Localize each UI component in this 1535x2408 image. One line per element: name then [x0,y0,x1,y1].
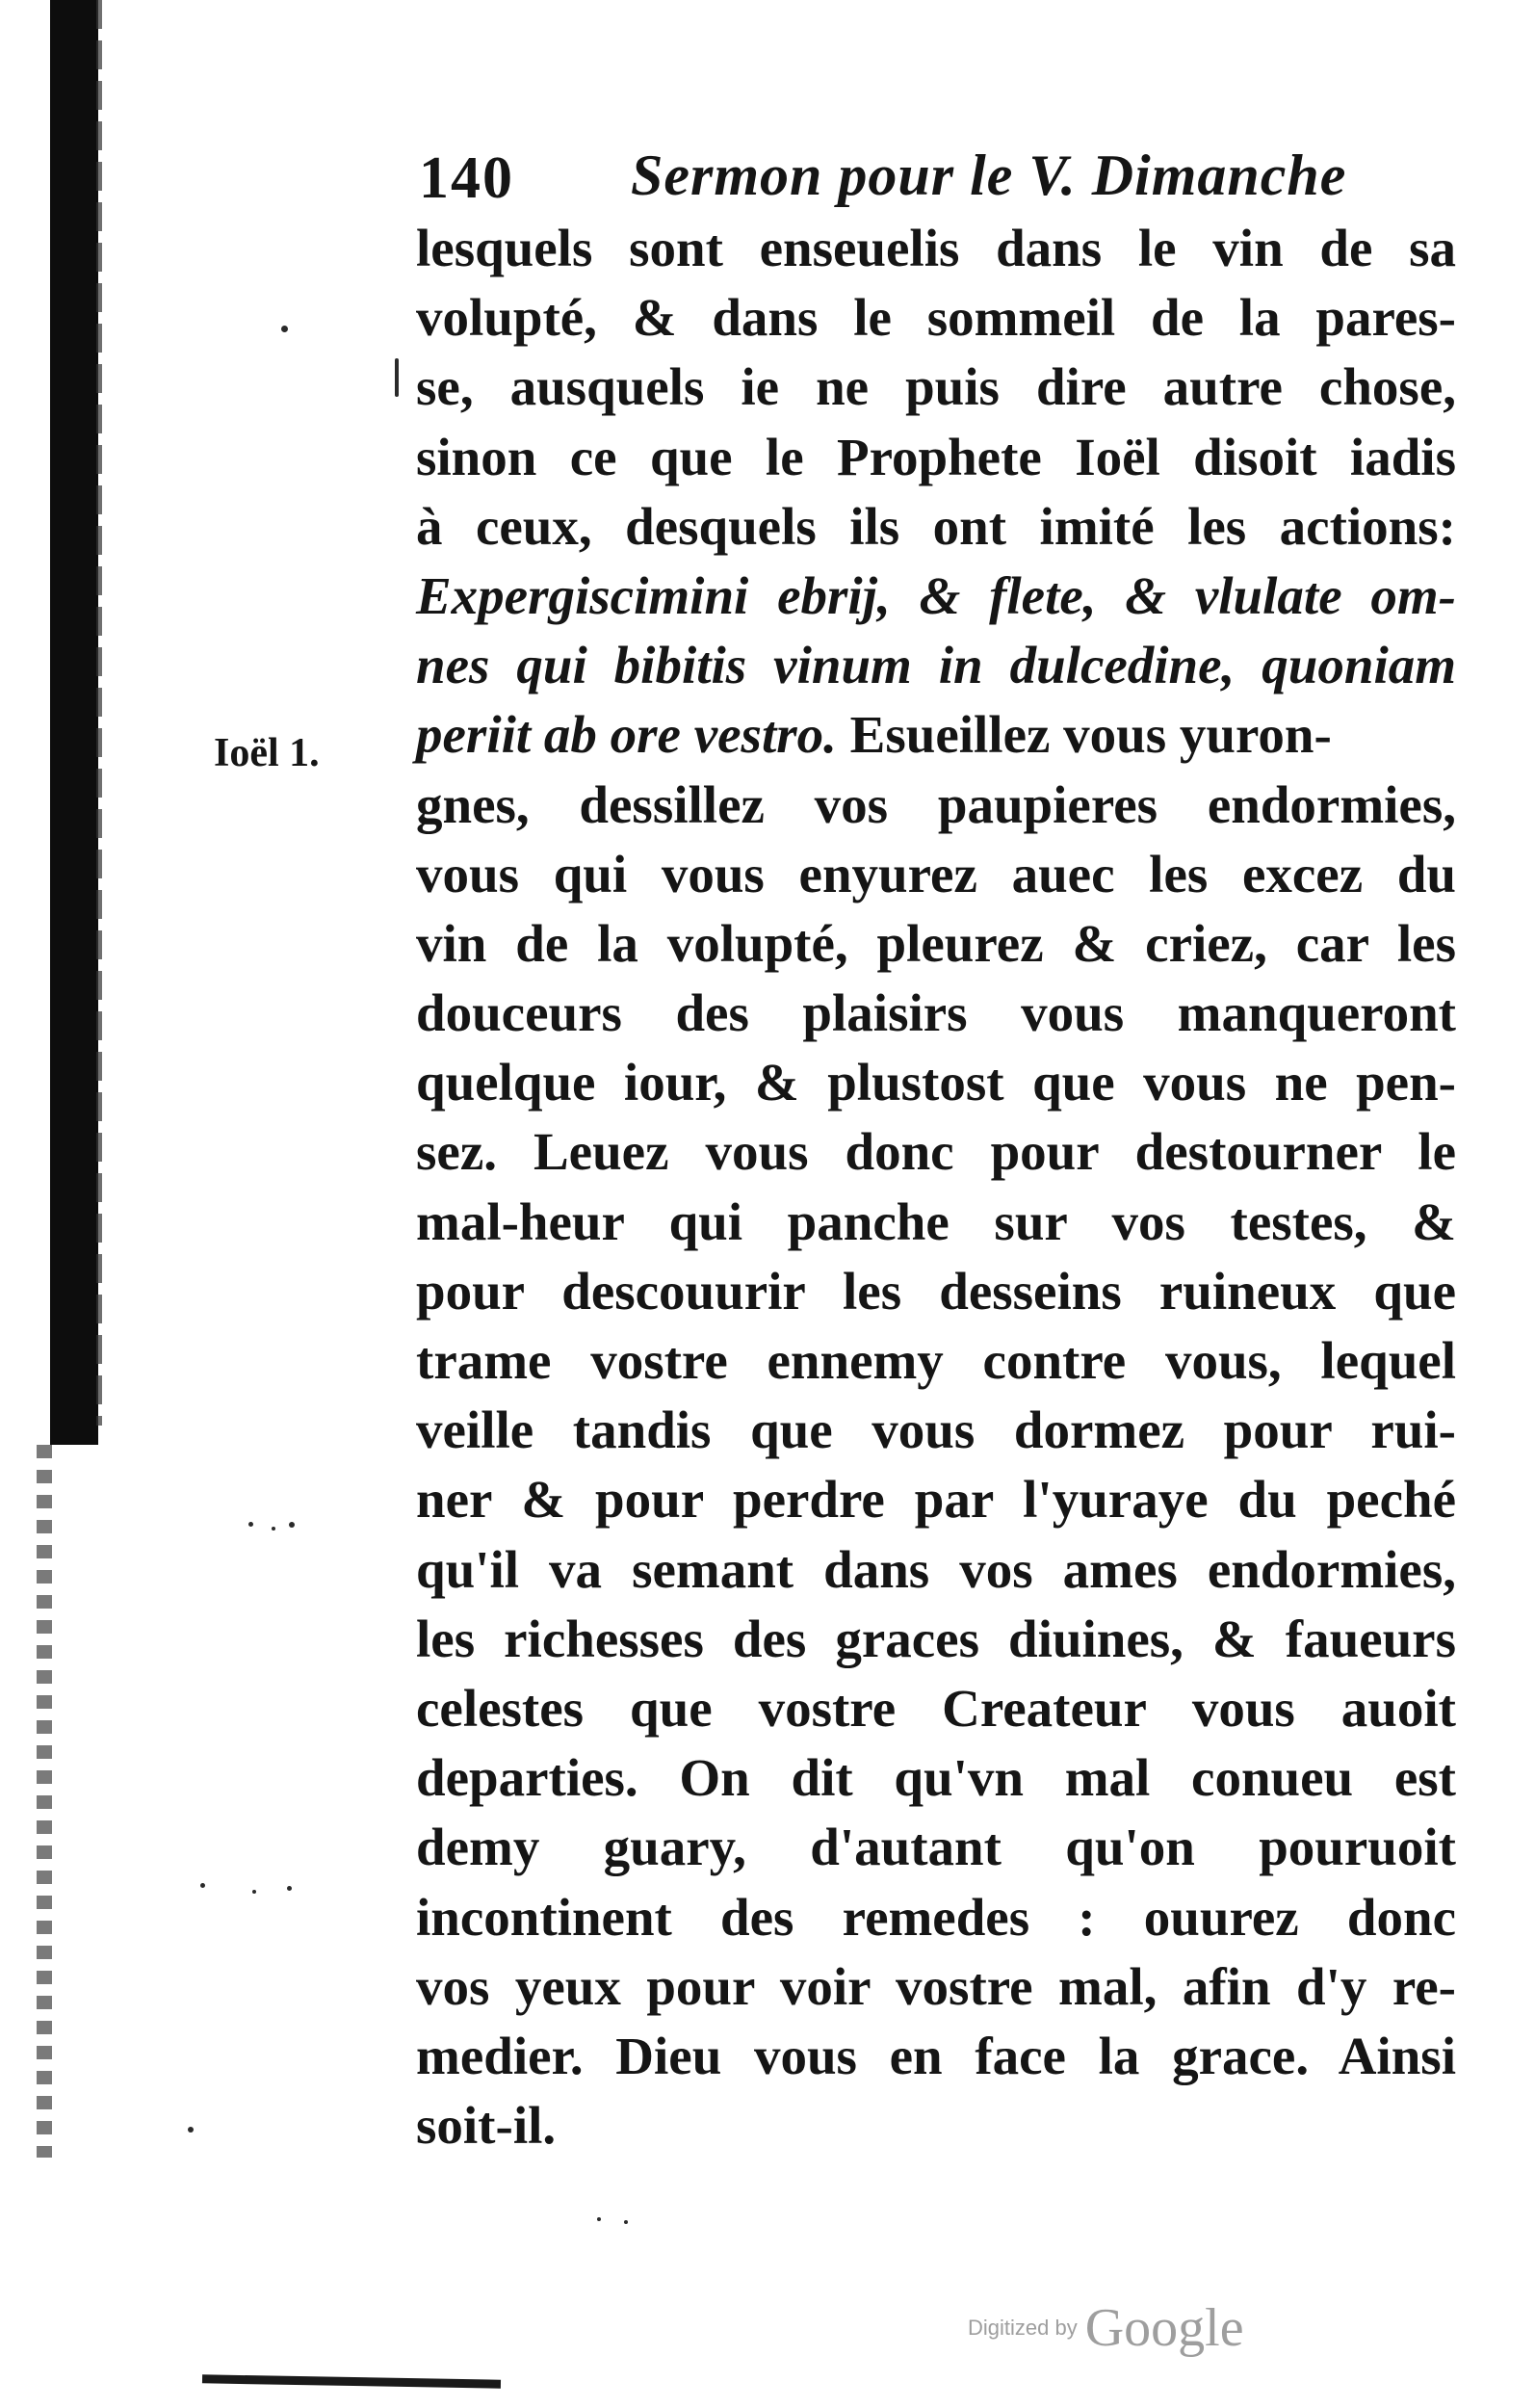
ink-speck [624,2220,628,2224]
text-line: vos yeux pour voir vostre mal, afin d'y re- [416,1956,1456,2016]
sermon-body-text [416,214,1456,2160]
text-line: quelque iour, & plustost que vous ne pen- [416,1053,1456,1112]
ink-speck [287,1886,292,1891]
latin-quotation-line: nes qui bibitis vinum in dulcedine, quoniam [416,636,1456,695]
running-head [419,135,1459,212]
latin-quotation-line: Expergiscimini ebrij, & flete, & vlulate om- [416,565,1456,625]
bottom-edge-mark [202,2374,501,2388]
text-line: sinon ce que le Prophete Ioël disoit iadis [416,427,1456,486]
page-number: 140 [419,145,514,211]
google-logo: Google [1084,2298,1244,2358]
ink-speck [395,358,399,397]
text-line: vous qui vous enyurez auec les excez du [416,844,1456,903]
ink-speck [289,1522,295,1528]
ink-speck [248,1522,253,1527]
text-line: ner & pour perdre par l'yuraye du peché [416,1470,1456,1530]
digitized-by-google-watermark [968,2297,1244,2359]
ink-speck [281,326,288,332]
watermark-prefix: Digitized by [968,2316,1078,2340]
text-line: douceurs des plaisirs vous manqueront [416,983,1456,1043]
text-line: pour descouurir les desseins ruineux que [416,1261,1456,1321]
ink-speck [188,2127,194,2133]
text-line: medier. Dieu vous en face la grace. Ainsi [416,2026,1456,2085]
text-line: celestes que vostre Createur vous auoit [416,1678,1456,1738]
text-line: à ceux, desquels ils ont imité les actions: [416,496,1456,556]
text-line: les richesses des graces diuines, & faueurs [416,1609,1456,1668]
latin-quotation-end: periit ab ore vestro. [416,705,837,765]
text-line: incontinent des remedes : ouurez donc [416,1887,1456,1947]
ink-speck [252,1890,256,1894]
text-line: mal-heur qui panche sur vos testes, & [416,1191,1456,1251]
text-line: departies. On dit qu'vn mal conueu est [416,1748,1456,1808]
text-line: lesquels sont enseuelis dans le vin de sa [416,219,1456,277]
binding-edge [96,0,102,1426]
text-line: gnes, dessillez vos paupieres endormies, [416,774,1456,834]
text-line: sez. Leuez vous donc pour destourner le [416,1122,1456,1182]
binding-shadow [50,0,98,1445]
text-line: volupté, & dans le sommeil de la pares- [416,288,1456,348]
ink-speck [597,2217,601,2221]
text-line: qu'il va semant dans vos ames endormies, [416,1539,1456,1599]
running-head-title: Sermon pour le V. Dimanche [631,144,1347,207]
text-line: demy guary, d'autant qu'on pouruoit [416,1818,1456,1877]
margin-note: Ioël 1. [214,731,320,775]
binding-shadow-lower [37,1445,52,2158]
ink-speck [200,1883,205,1888]
translation-start: Esueillez vous yuron- [849,705,1332,765]
text-line [416,700,1456,770]
text-line: trame vostre ennemy contre vous, lequel [416,1331,1456,1390]
ink-speck [272,1527,275,1531]
text-line: veille tandis que vous dormez pour rui- [416,1400,1456,1460]
text-line: soit-il. [416,2096,557,2156]
text-line: se, ausquels ie ne puis dire autre chose, [416,357,1456,417]
text-line: vin de la volupté, pleurez & criez, car les [416,913,1456,973]
